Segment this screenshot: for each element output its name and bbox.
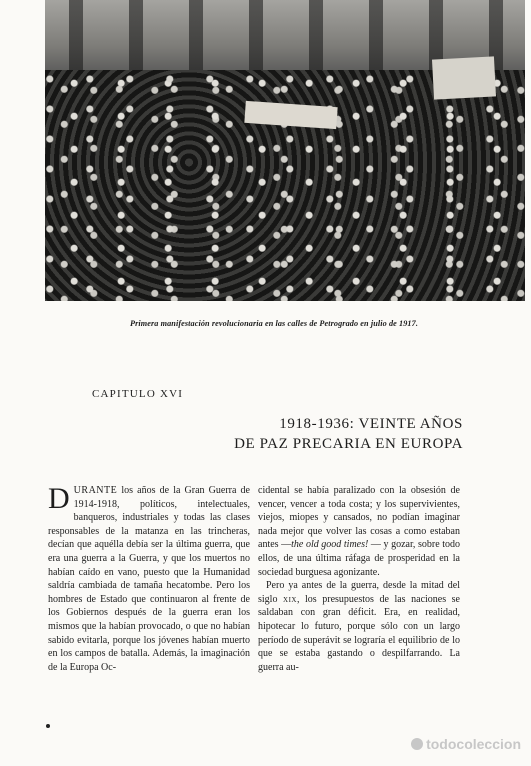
paragraph-text: cidental se había paralizado con la obsesión de vencer, vencer a toda costa; y los supervivientes, viejos, miopes y cansados, no podían imaginar nada mejor que volver las cosas a como estaban antes — [258, 485, 460, 551]
page-mark [46, 724, 50, 728]
body-column-left [48, 484, 250, 674]
chapter-title-line-2: DE PAZ PRECARIA EN EUROPA [234, 436, 463, 452]
paragraph [258, 484, 460, 579]
paragraph-text: Pero ya antes de la guerra, desde la mitad del siglo [258, 580, 460, 605]
paragraph [258, 579, 460, 674]
dropcap: D [48, 482, 70, 515]
watermark [411, 736, 521, 752]
paragraph-text: — y gozar, sobre todo ellos, de una última ráfaga de prosperidad en la sociedad burguesa agonizante. [258, 539, 461, 578]
century-smallcaps: xix [283, 593, 297, 605]
chapter-title [234, 414, 463, 454]
photo-banner [432, 56, 496, 99]
lead-smallcaps: URANTE [73, 485, 118, 496]
body-column-right [258, 484, 460, 674]
paragraph-text: los años de la Gran Guerra de 1914-1918, políticos, intelectuales, banqueros, industriales y todas las clases responsables de la matanza en las trincheras, decían que aquélla debía ser la última guerra, que era una guerra a la Guerra, y que los muertos no habían caído en vano, puesto que la Humanidad saldría cambiada de tamaña hecatombe. Pero los hombres de Estado que continuaron al frente de los Gobiernos después de la guerra eran los mismos que la habían provocado, o que no habían sabido evitarla, porque los jóvenes habían muerto en los campos de batalla. Además, la imaginación de la Europa Oc- [48, 485, 250, 673]
figure-caption: Primera manifestación revolucionaria en las calles de Petrogrado en julio de 1917. [130, 319, 418, 328]
paragraph-text: , los presupuestos de las naciones se saldaban con gran déficit. Era, en realidad, hipotecar lo futuro, porque sólo con un largo período de superávit se lograría el equilibrio de lo que se estaba gastando o despilfarrando. La guerra au- [258, 593, 460, 673]
chapter-title-line-1: 1918-1936: VEINTE AÑOS [279, 416, 463, 432]
chapter-label: CAPITULO XVI [92, 388, 184, 400]
watermark-icon [411, 738, 423, 750]
paragraph-emphasis: the old good times! [291, 539, 369, 551]
figure-photo [45, 0, 525, 301]
paragraph [48, 484, 250, 674]
watermark-text: todocoleccion [426, 736, 521, 752]
